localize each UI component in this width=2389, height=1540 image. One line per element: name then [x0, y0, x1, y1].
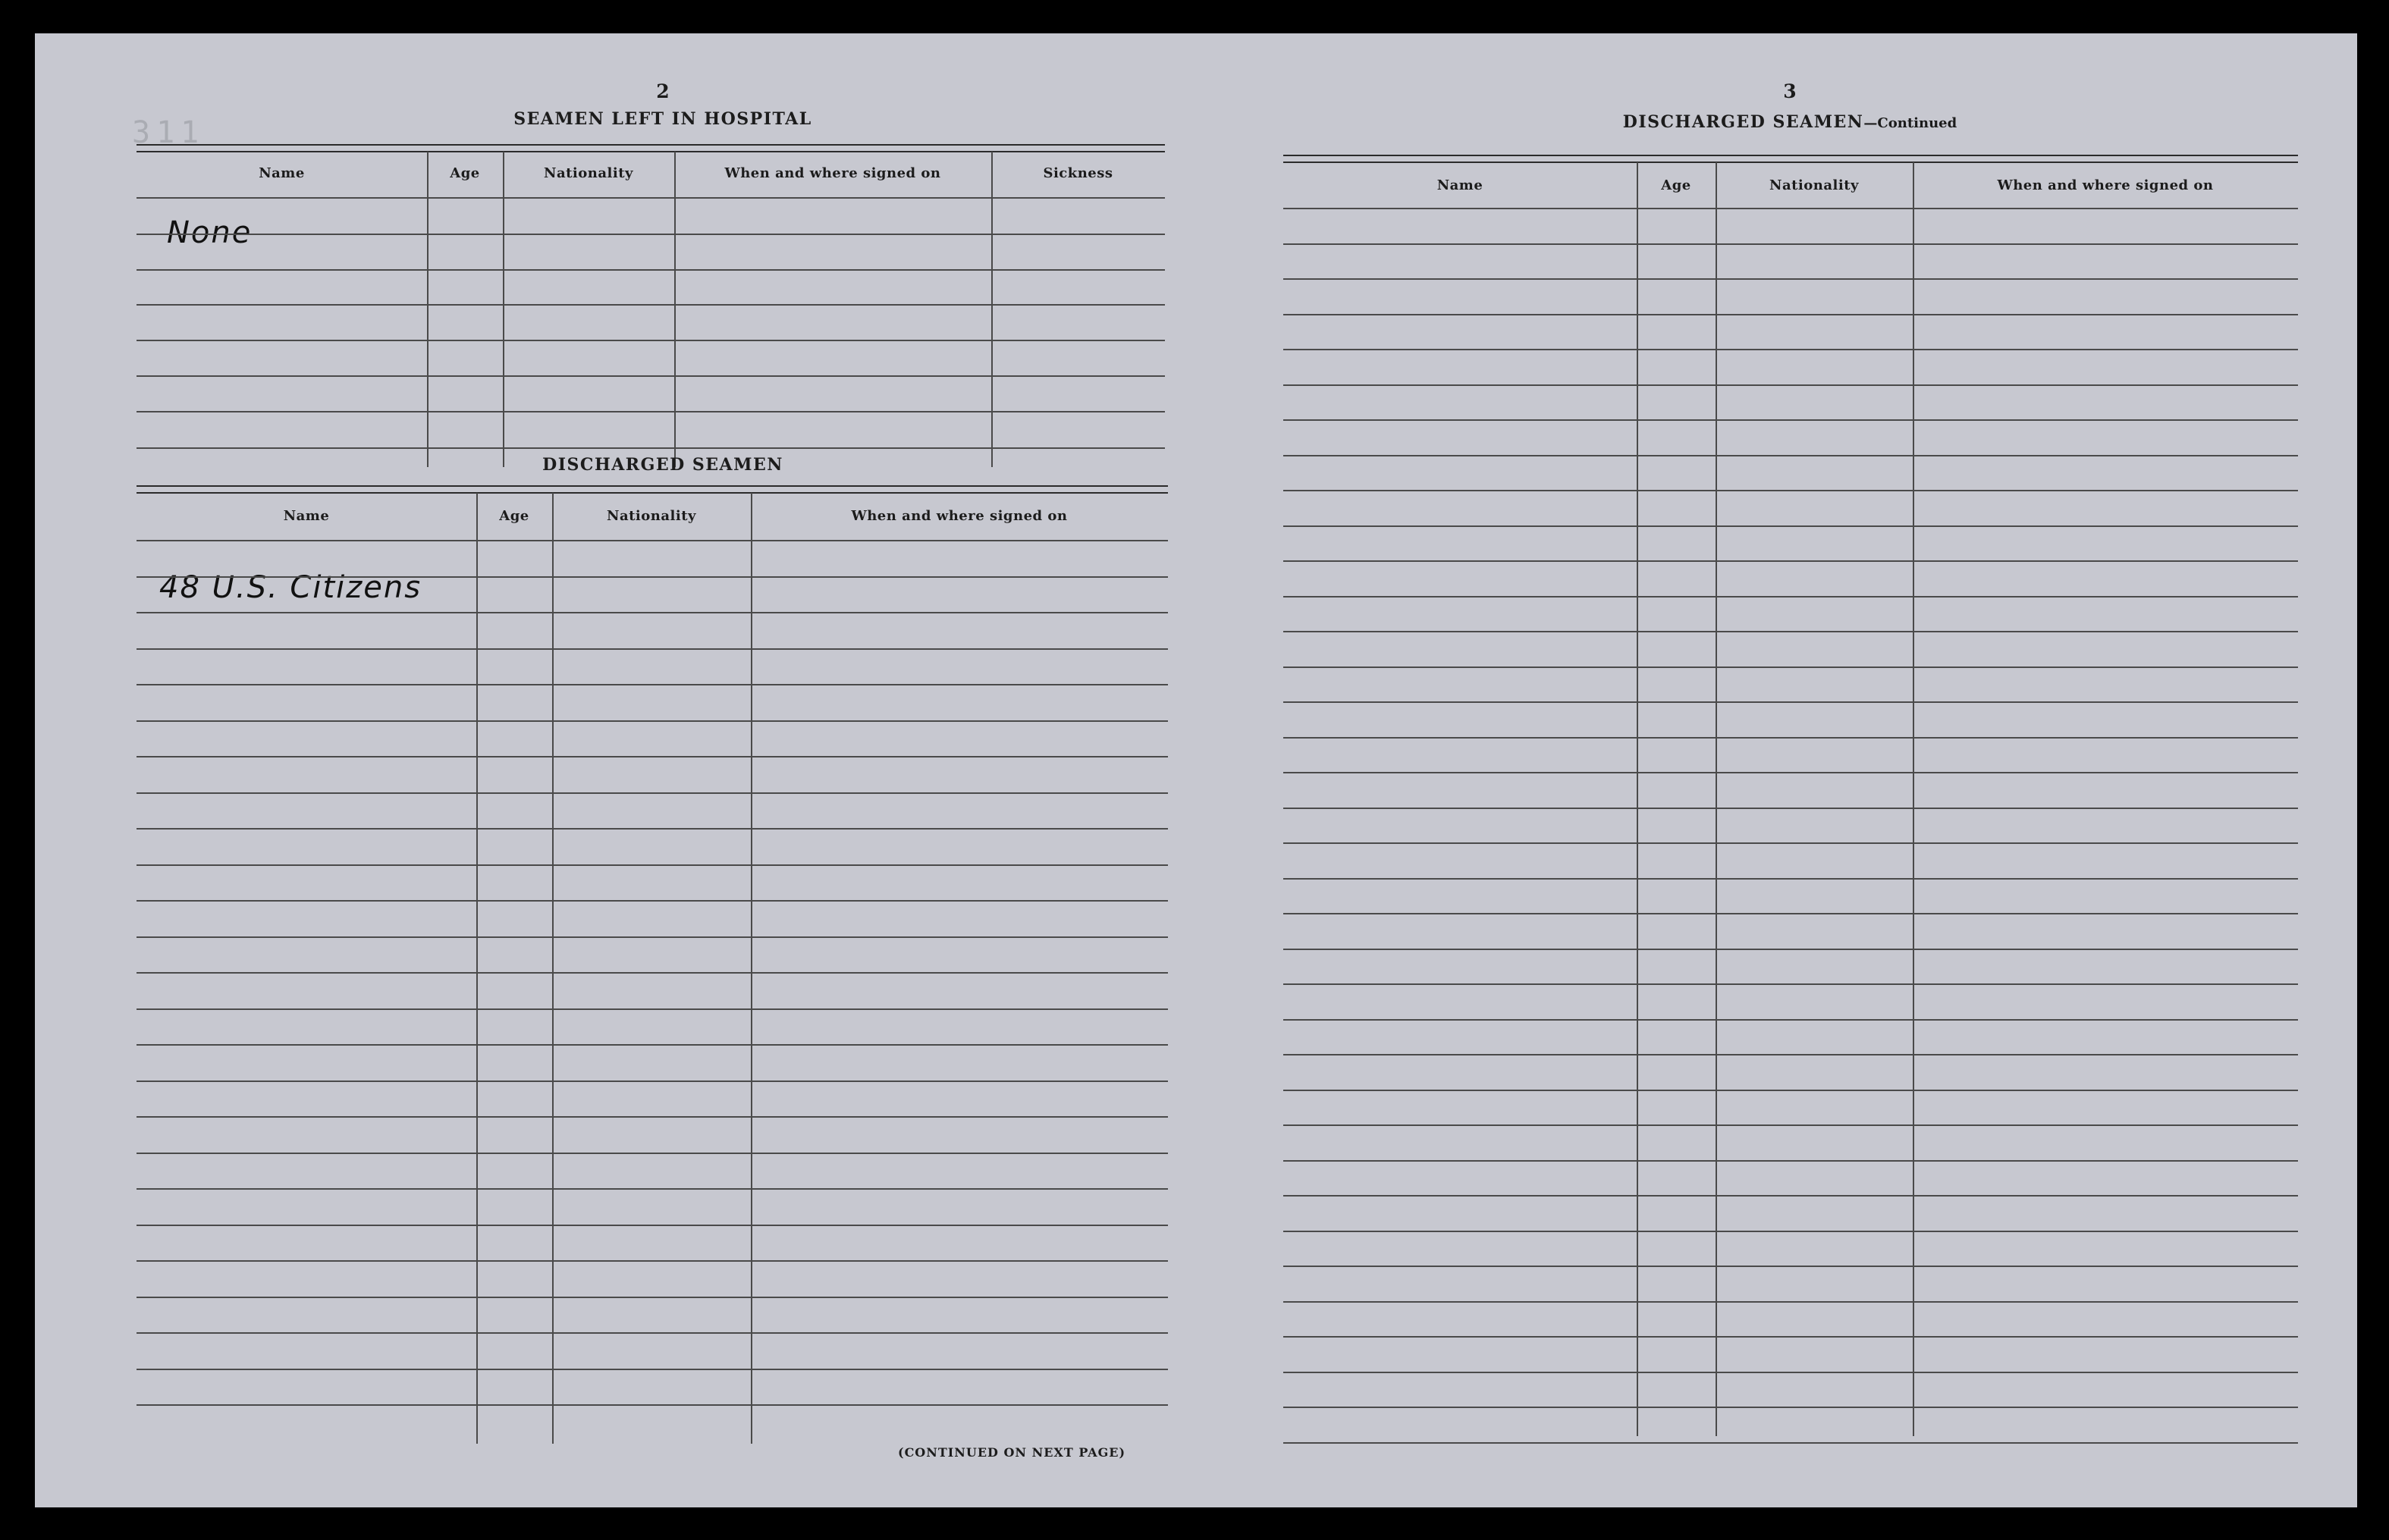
- title-suffix: —Continued: [1863, 115, 1957, 131]
- column-header-age: Age: [450, 165, 480, 181]
- ruled-line: [1283, 737, 2298, 739]
- column-divider: [751, 493, 752, 1444]
- ruled-line: [137, 1008, 1168, 1010]
- column-header-name: Name: [283, 507, 330, 524]
- ruled-line: [137, 756, 1168, 757]
- column-header-age: Age: [1661, 177, 1691, 193]
- continued-table: [1283, 155, 2298, 1436]
- ruled-line: [137, 1116, 1168, 1118]
- ruled-line: [137, 540, 1168, 541]
- ruled-line: [1283, 525, 2298, 527]
- column-divider: [1716, 162, 1717, 1436]
- column-header-name: Name: [1436, 177, 1483, 193]
- ruled-line: [137, 720, 1168, 722]
- ruled-line: [137, 1081, 1168, 1082]
- ruled-line: [1283, 419, 2298, 421]
- ruled-line: [137, 234, 1165, 235]
- archive-stamp: 311: [132, 115, 206, 150]
- ruled-line: [1283, 983, 2298, 985]
- ruled-line: [1283, 913, 2298, 914]
- column-divider: [476, 493, 478, 1444]
- ruled-line: [1283, 666, 2298, 668]
- page-number-right: 3: [1783, 80, 1797, 102]
- ruled-line: [137, 1188, 1168, 1190]
- ruled-line: [137, 304, 1165, 306]
- column-header-signed-on: When and where signed on: [1997, 177, 2214, 193]
- ruled-line: [1283, 560, 2298, 562]
- ruled-line: [1283, 772, 2298, 773]
- ruled-line: [137, 972, 1168, 974]
- ruled-line: [1283, 1124, 2298, 1126]
- hospital-table: [137, 144, 1165, 467]
- ruled-line: [137, 612, 1168, 613]
- ruled-line: [137, 1225, 1168, 1226]
- ruled-line: [1283, 1372, 2298, 1373]
- ruled-line: [137, 828, 1168, 830]
- column-header-age: Age: [499, 507, 529, 524]
- column-divider: [991, 152, 993, 467]
- ruled-line: [1283, 1019, 2298, 1021]
- ruled-line: [137, 1369, 1168, 1370]
- ruled-line: [137, 900, 1168, 902]
- column-header-nationality: Nationality: [544, 165, 633, 181]
- handwritten-entry: None: [167, 215, 253, 250]
- ruled-line: [1283, 1266, 2298, 1267]
- ruled-line: [1283, 208, 2298, 209]
- column-divider: [427, 152, 429, 467]
- column-divider: [674, 152, 676, 467]
- page-number-left: 2: [656, 80, 670, 102]
- table-header: [1283, 162, 2298, 208]
- column-header-signed-on: When and where signed on: [851, 507, 1068, 524]
- ruled-line: [137, 447, 1165, 449]
- ruled-line: [1283, 1407, 2298, 1408]
- ruled-line: [137, 1153, 1168, 1154]
- ruled-line: [1283, 1054, 2298, 1055]
- column-divider: [552, 493, 554, 1444]
- ruled-line: [137, 1297, 1168, 1298]
- handwritten-entry: 48 U.S. Citizens: [159, 570, 422, 605]
- ruled-line: [137, 684, 1168, 685]
- ruled-line: [137, 411, 1165, 412]
- ruled-line: [1283, 701, 2298, 703]
- column-header-nationality: Nationality: [1769, 177, 1859, 193]
- column-header-sickness: Sickness: [1043, 165, 1113, 181]
- ruled-line: [1283, 490, 2298, 491]
- ruled-line: [1283, 1336, 2298, 1338]
- ruled-line: [1283, 878, 2298, 880]
- ruled-line: [137, 1404, 1168, 1406]
- column-divider: [503, 152, 504, 467]
- ruled-line: [1283, 243, 2298, 245]
- ruled-line: [1283, 1195, 2298, 1197]
- ruled-line: [137, 792, 1168, 794]
- discharged-title: DISCHARGED SEAMEN: [542, 455, 783, 475]
- column-header-nationality: Nationality: [607, 507, 696, 524]
- ruled-line: [1283, 278, 2298, 280]
- document-sheet: [35, 33, 2357, 1507]
- column-divider: [1637, 162, 1638, 1436]
- ruled-line: [137, 864, 1168, 866]
- ruled-line: [1283, 1231, 2298, 1232]
- ruled-line: [1283, 949, 2298, 950]
- ruled-line: [1283, 314, 2298, 315]
- column-header-name: Name: [259, 165, 305, 181]
- table-header: [137, 150, 1165, 196]
- ruled-line: [1283, 1160, 2298, 1162]
- ruled-line: [1283, 1301, 2298, 1303]
- ruled-line: [137, 269, 1165, 271]
- ruled-line: [1283, 384, 2298, 386]
- ruled-line: [1283, 596, 2298, 597]
- ruled-line: [1283, 349, 2298, 350]
- ruled-line: [137, 340, 1165, 341]
- ruled-line: [137, 1044, 1168, 1046]
- ruled-line: [137, 576, 1168, 578]
- ruled-line: [1283, 1090, 2298, 1091]
- ruled-line: [1283, 808, 2298, 809]
- discharged-table: [137, 485, 1168, 1444]
- ruled-line: [137, 936, 1168, 938]
- ruled-line: [137, 1260, 1168, 1262]
- ruled-line: [1283, 842, 2298, 844]
- ruled-line: [137, 648, 1168, 650]
- ruled-line: [137, 1332, 1168, 1334]
- ruled-line: [137, 197, 1165, 199]
- continued-note: (CONTINUED ON NEXT PAGE): [898, 1445, 1126, 1460]
- ruled-line: [1283, 631, 2298, 632]
- ruled-line: [1283, 455, 2298, 456]
- column-header-signed-on: When and where signed on: [724, 165, 941, 181]
- ruled-line: [137, 375, 1165, 377]
- hospital-title: SEAMEN LEFT IN HOSPITAL: [513, 109, 812, 129]
- title-main: DISCHARGED SEAMEN: [1622, 112, 1864, 132]
- table-header: [137, 493, 1168, 538]
- column-divider: [1913, 162, 1914, 1436]
- ruled-line: [1283, 1442, 2298, 1444]
- discharged-continued-title: [1524, 112, 2055, 132]
